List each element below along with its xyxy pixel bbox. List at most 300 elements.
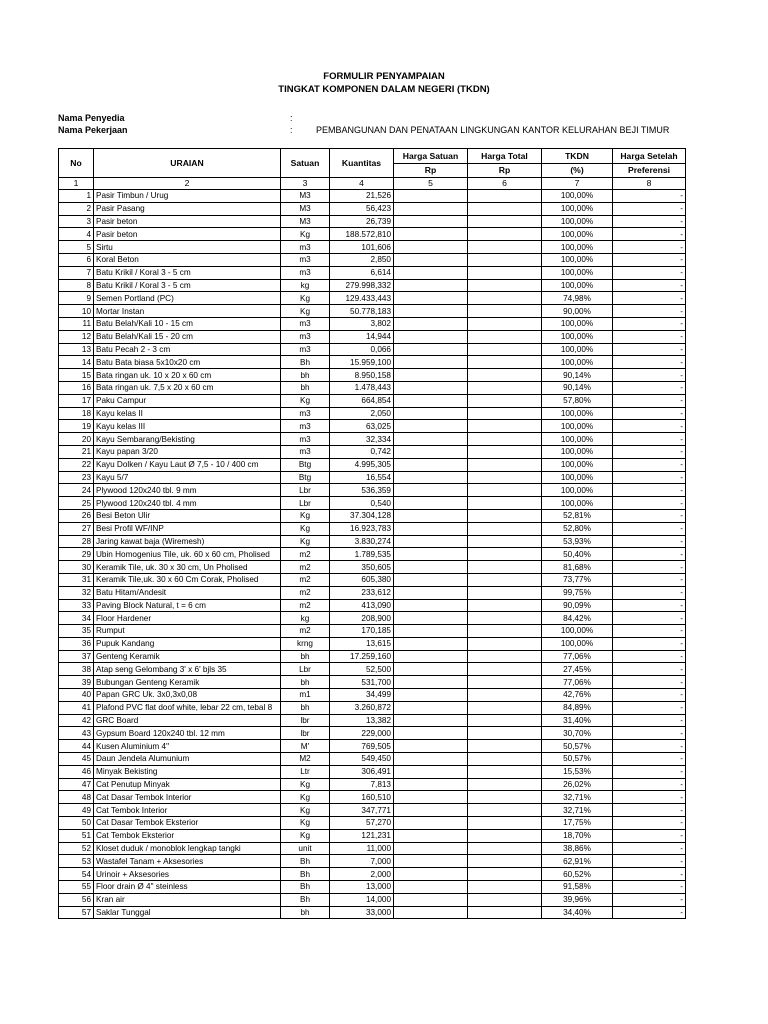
table-row [59,625,686,638]
cell-tkdn: 38,86% [542,842,613,855]
column-number-row [59,178,686,190]
cell-harga-satuan [394,535,468,548]
cell-uraian: Wastafel Tanam + Aksesories [94,855,281,868]
cell-harga-satuan [394,202,468,215]
table-row [59,599,686,612]
cell-tkdn: 99,75% [542,586,613,599]
cell-harga-total [468,381,542,394]
col-number: 8 [613,178,686,190]
cell-harga-satuan [394,612,468,625]
cell-harga-satuan [394,548,468,561]
table-row [59,714,686,727]
header-satuan: Satuan [281,149,330,178]
cell-no: 3 [59,215,94,228]
cell-harga-preferensi: - [613,445,686,458]
cell-tkdn: 90,09% [542,599,613,612]
cell-harga-satuan [394,279,468,292]
cell-uraian: Cat Dasar Tembok Interior [94,791,281,804]
cell-tkdn: 53,93% [542,535,613,548]
cell-harga-total [468,650,542,663]
cell-uraian: Cat Tembok Eksterior [94,829,281,842]
cell-tkdn: 100,00% [542,317,613,330]
cell-tkdn: 42,76% [542,689,613,702]
cell-harga-satuan [394,689,468,702]
cell-no: 34 [59,612,94,625]
cell-satuan: Kg [281,509,330,522]
cell-harga-total [468,484,542,497]
cell-uraian: Ubin Homogenius Tile, uk. 60 x 60 cm, Pholised [94,548,281,561]
cell-harga-total [468,586,542,599]
cell-harga-preferensi: - [613,855,686,868]
table-row [59,753,686,766]
table-row [59,676,686,689]
cell-satuan: m3 [281,241,330,254]
cell-harga-preferensi: - [613,228,686,241]
pekerjaan-value: PEMBANGUNAN DAN PENATAAN LINGKUNGAN KANTOR KELURAHAN BEJI TIMUR [316,125,670,135]
cell-uraian: Plafond PVC flat doof white, lebar 22 cm, tebal 8 [94,701,281,714]
cell-tkdn: 100,00% [542,637,613,650]
cell-harga-total [468,753,542,766]
cell-kuantitas: 33,000 [330,906,394,919]
cell-harga-preferensi: - [613,292,686,305]
cell-satuan: lbr [281,727,330,740]
cell-satuan: Kg [281,829,330,842]
table-row [59,765,686,778]
cell-no: 30 [59,561,94,574]
table-row [59,637,686,650]
table-row [59,881,686,894]
cell-uraian: Sirtu [94,241,281,254]
cell-tkdn: 52,81% [542,509,613,522]
table-row [59,689,686,702]
cell-tkdn: 91,58% [542,881,613,894]
cell-satuan: M3 [281,190,330,203]
table-row [59,791,686,804]
cell-satuan: M2 [281,753,330,766]
cell-tkdn: 100,00% [542,330,613,343]
cell-tkdn: 32,71% [542,791,613,804]
cell-harga-total [468,804,542,817]
cell-harga-satuan [394,292,468,305]
cell-tkdn: 100,00% [542,497,613,510]
cell-uraian: Cat Penutup Minyak [94,778,281,791]
table-row [59,804,686,817]
cell-harga-total [468,497,542,510]
cell-kuantitas: 52,500 [330,663,394,676]
cell-harga-satuan [394,868,468,881]
cell-harga-preferensi: - [613,407,686,420]
cell-harga-satuan [394,433,468,446]
cell-uraian: Batu Hitam/Andesit [94,586,281,599]
cell-harga-preferensi: - [613,573,686,586]
cell-kuantitas: 664,854 [330,394,394,407]
table-row [59,548,686,561]
cell-harga-preferensi: - [613,522,686,535]
cell-no: 24 [59,484,94,497]
cell-harga-satuan [394,305,468,318]
cell-no: 18 [59,407,94,420]
cell-kuantitas: 6,614 [330,266,394,279]
cell-satuan: Kg [281,305,330,318]
cell-tkdn: 32,71% [542,804,613,817]
col-number: 2 [94,178,281,190]
cell-kuantitas: 21,526 [330,190,394,203]
cell-satuan: Btg [281,458,330,471]
cell-satuan: Lbr [281,484,330,497]
cell-uraian: Paving Block Natural, t = 6 cm [94,599,281,612]
cell-tkdn: 100,00% [542,458,613,471]
cell-no: 31 [59,573,94,586]
cell-harga-preferensi: - [613,420,686,433]
table-row [59,535,686,548]
cell-tkdn: 100,00% [542,228,613,241]
cell-harga-satuan [394,369,468,382]
cell-kuantitas: 8.950,158 [330,369,394,382]
table-row [59,740,686,753]
cell-harga-total [468,765,542,778]
cell-tkdn: 100,00% [542,215,613,228]
cell-uraian: Daun Jendela Alumunium [94,753,281,766]
cell-no: 8 [59,279,94,292]
cell-no: 57 [59,906,94,919]
cell-harga-total [468,445,542,458]
cell-harga-preferensi: - [613,650,686,663]
cell-satuan: m2 [281,586,330,599]
cell-harga-preferensi: - [613,215,686,228]
cell-tkdn: 81,68% [542,561,613,574]
cell-no: 42 [59,714,94,727]
cell-no: 51 [59,829,94,842]
cell-harga-satuan [394,522,468,535]
cell-tkdn: 77,06% [542,676,613,689]
cell-kuantitas: 34,499 [330,689,394,702]
cell-harga-total [468,906,542,919]
table-row [59,394,686,407]
cell-satuan: Kg [281,791,330,804]
cell-satuan: Ltr [281,765,330,778]
cell-harga-satuan [394,497,468,510]
cell-no: 22 [59,458,94,471]
cell-tkdn: 90,00% [542,305,613,318]
cell-harga-total [468,893,542,906]
cell-uraian: Batu Pecah 2 - 3 cm [94,343,281,356]
cell-harga-preferensi: - [613,369,686,382]
cell-uraian: Plywood 120x240 tbl. 9 mm [94,484,281,497]
cell-harga-total [468,356,542,369]
cell-harga-total [468,535,542,548]
cell-satuan: bh [281,381,330,394]
cell-no: 13 [59,343,94,356]
cell-no: 54 [59,868,94,881]
cell-no: 2 [59,202,94,215]
cell-kuantitas: 32,334 [330,433,394,446]
cell-harga-total [468,317,542,330]
col-number: 1 [59,178,94,190]
col-number: 5 [394,178,468,190]
cell-harga-total [468,689,542,702]
cell-no: 10 [59,305,94,318]
cell-harga-satuan [394,586,468,599]
cell-tkdn: 73,77% [542,573,613,586]
cell-harga-preferensi: - [613,740,686,753]
cell-tkdn: 30,70% [542,727,613,740]
cell-harga-preferensi: - [613,484,686,497]
cell-tkdn: 74,98% [542,292,613,305]
cell-satuan: Bh [281,855,330,868]
cell-satuan: kg [281,612,330,625]
cell-harga-satuan [394,625,468,638]
cell-kuantitas: 13,000 [330,881,394,894]
cell-tkdn: 39,96% [542,893,613,906]
cell-uraian: Floor Hardener [94,612,281,625]
table-row [59,433,686,446]
cell-uraian: Gypsum Board 120x240 tbl. 12 mm [94,727,281,740]
table-row [59,266,686,279]
table-row [59,893,686,906]
table-row [59,228,686,241]
cell-no: 26 [59,509,94,522]
cell-no: 41 [59,701,94,714]
cell-satuan: Bh [281,868,330,881]
cell-tkdn: 50,57% [542,740,613,753]
cell-harga-total [468,228,542,241]
table-row [59,650,686,663]
cell-no: 33 [59,599,94,612]
cell-harga-preferensi: - [613,829,686,842]
cell-uraian: Koral Beton [94,253,281,266]
cell-uraian: Cat Dasar Tembok Eksterior [94,817,281,830]
cell-harga-satuan [394,241,468,254]
cell-harga-satuan [394,343,468,356]
cell-kuantitas: 7,813 [330,778,394,791]
cell-harga-total [468,202,542,215]
cell-kuantitas: 413,090 [330,599,394,612]
cell-satuan: Kg [281,817,330,830]
cell-kuantitas: 2,050 [330,407,394,420]
cell-harga-preferensi: - [613,266,686,279]
cell-harga-total [468,829,542,842]
cell-no: 20 [59,433,94,446]
cell-harga-total [468,573,542,586]
cell-uraian: Keramik Tile,uk. 30 x 60 Cm Corak, Pholised [94,573,281,586]
cell-harga-total [468,740,542,753]
cell-no: 47 [59,778,94,791]
cell-harga-total [468,190,542,203]
cell-harga-satuan [394,727,468,740]
cell-kuantitas: 16.923,783 [330,522,394,535]
cell-no: 36 [59,637,94,650]
cell-satuan: Kg [281,292,330,305]
table-row [59,356,686,369]
cell-harga-satuan [394,765,468,778]
cell-harga-total [468,522,542,535]
cell-harga-total [468,791,542,804]
cell-no: 5 [59,241,94,254]
cell-no: 55 [59,881,94,894]
cell-no: 49 [59,804,94,817]
cell-harga-total [468,701,542,714]
cell-harga-satuan [394,381,468,394]
cell-harga-preferensi: - [613,599,686,612]
cell-satuan: lbr [281,714,330,727]
cell-harga-preferensi: - [613,561,686,574]
cell-uraian: Kayu Sembarang/Bekisting [94,433,281,446]
header-harga-satuan-unit: Rp [394,164,468,178]
cell-kuantitas: 1.789,535 [330,548,394,561]
cell-uraian: Minyak Bekisting [94,765,281,778]
cell-satuan: m3 [281,420,330,433]
cell-uraian: Plywood 120x240 tbl. 4 mm [94,497,281,510]
cell-kuantitas: 56,423 [330,202,394,215]
table-row [59,343,686,356]
cell-harga-satuan [394,740,468,753]
cell-tkdn: 100,00% [542,356,613,369]
cell-kuantitas: 188.572,810 [330,228,394,241]
cell-no: 46 [59,765,94,778]
cell-tkdn: 90,14% [542,381,613,394]
cell-satuan: m2 [281,573,330,586]
cell-kuantitas: 129.433,443 [330,292,394,305]
table-row [59,253,686,266]
cell-harga-total [468,842,542,855]
cell-harga-preferensi: - [613,906,686,919]
cell-uraian: Mortar Instan [94,305,281,318]
table-row [59,305,686,318]
cell-uraian: Pasir Pasang [94,202,281,215]
cell-harga-preferensi: - [613,279,686,292]
cell-no: 1 [59,190,94,203]
cell-kuantitas: 13,615 [330,637,394,650]
cell-no: 16 [59,381,94,394]
cell-tkdn: 60,52% [542,868,613,881]
cell-harga-satuan [394,650,468,663]
cell-uraian: Bata ringan uk. 10 x 20 x 60 cm [94,369,281,382]
cell-harga-satuan [394,842,468,855]
cell-harga-total [468,548,542,561]
cell-kuantitas: 233,612 [330,586,394,599]
cell-no: 40 [59,689,94,702]
cell-harga-total [468,305,542,318]
cell-harga-satuan [394,817,468,830]
cell-harga-preferensi: - [613,317,686,330]
cell-harga-satuan [394,906,468,919]
cell-uraian: Kayu kelas II [94,407,281,420]
penyedia-colon: : [290,113,293,123]
cell-satuan: M3 [281,202,330,215]
cell-uraian: Urinoir + Aksesories [94,868,281,881]
cell-uraian: Bubungan Genteng Keramik [94,676,281,689]
table-row [59,727,686,740]
cell-uraian: Semen Portland (PC) [94,292,281,305]
cell-harga-total [468,855,542,868]
header-harga-satuan: Harga Satuan [394,149,468,164]
cell-harga-satuan [394,228,468,241]
cell-uraian: Cat Tembok Interior [94,804,281,817]
cell-kuantitas: 229,000 [330,727,394,740]
cell-satuan: Btg [281,471,330,484]
cell-harga-satuan [394,855,468,868]
cell-harga-preferensi: - [613,202,686,215]
cell-uraian: GRC Board [94,714,281,727]
cell-uraian: Kayu kelas III [94,420,281,433]
cell-harga-preferensi: - [613,804,686,817]
cell-harga-total [468,471,542,484]
cell-uraian: Saklar Tunggal [94,906,281,919]
cell-harga-preferensi: - [613,893,686,906]
table-row [59,381,686,394]
cell-satuan: bh [281,676,330,689]
pekerjaan-label: Nama Pekerjaan [58,125,128,135]
cell-tkdn: 84,89% [542,701,613,714]
cell-satuan: m3 [281,433,330,446]
cell-tkdn: 31,40% [542,714,613,727]
cell-harga-preferensi: - [613,356,686,369]
cell-satuan: Kg [281,228,330,241]
cell-harga-total [468,868,542,881]
cell-harga-total [468,778,542,791]
cell-tkdn: 52,80% [542,522,613,535]
cell-harga-preferensi: - [613,343,686,356]
cell-no: 45 [59,753,94,766]
cell-tkdn: 100,00% [542,484,613,497]
cell-satuan: Kg [281,778,330,791]
table-row [59,420,686,433]
cell-harga-preferensi: - [613,676,686,689]
table-body [59,190,686,919]
cell-harga-preferensi: - [613,381,686,394]
cell-satuan: bh [281,701,330,714]
cell-harga-satuan [394,804,468,817]
cell-harga-preferensi: - [613,253,686,266]
cell-harga-total [468,561,542,574]
table-row [59,573,686,586]
cell-harga-satuan [394,561,468,574]
cell-tkdn: 100,00% [542,420,613,433]
table-row [59,829,686,842]
cell-harga-preferensi: - [613,509,686,522]
cell-no: 23 [59,471,94,484]
header-harga-total: Harga Total [468,149,542,164]
cell-harga-preferensi: - [613,663,686,676]
cell-satuan: Bh [281,881,330,894]
cell-harga-preferensi: - [613,535,686,548]
cell-harga-total [468,458,542,471]
cell-no: 7 [59,266,94,279]
cell-harga-satuan [394,266,468,279]
cell-satuan: Lbr [281,663,330,676]
cell-tkdn: 90,14% [542,369,613,382]
cell-harga-satuan [394,253,468,266]
col-number: 3 [281,178,330,190]
cell-uraian: Keramik Tile, uk. 30 x 30 cm, Un Pholised [94,561,281,574]
cell-no: 38 [59,663,94,676]
cell-harga-satuan [394,215,468,228]
cell-harga-total [468,330,542,343]
table-row [59,484,686,497]
cell-kuantitas: 347,771 [330,804,394,817]
cell-harga-satuan [394,599,468,612]
cell-satuan: bh [281,906,330,919]
table-row [59,561,686,574]
cell-harga-preferensi: - [613,778,686,791]
cell-harga-preferensi: - [613,637,686,650]
cell-harga-total [468,625,542,638]
cell-harga-preferensi: - [613,868,686,881]
cell-harga-satuan [394,881,468,894]
cell-no: 56 [59,893,94,906]
table-row [59,497,686,510]
table-row [59,868,686,881]
